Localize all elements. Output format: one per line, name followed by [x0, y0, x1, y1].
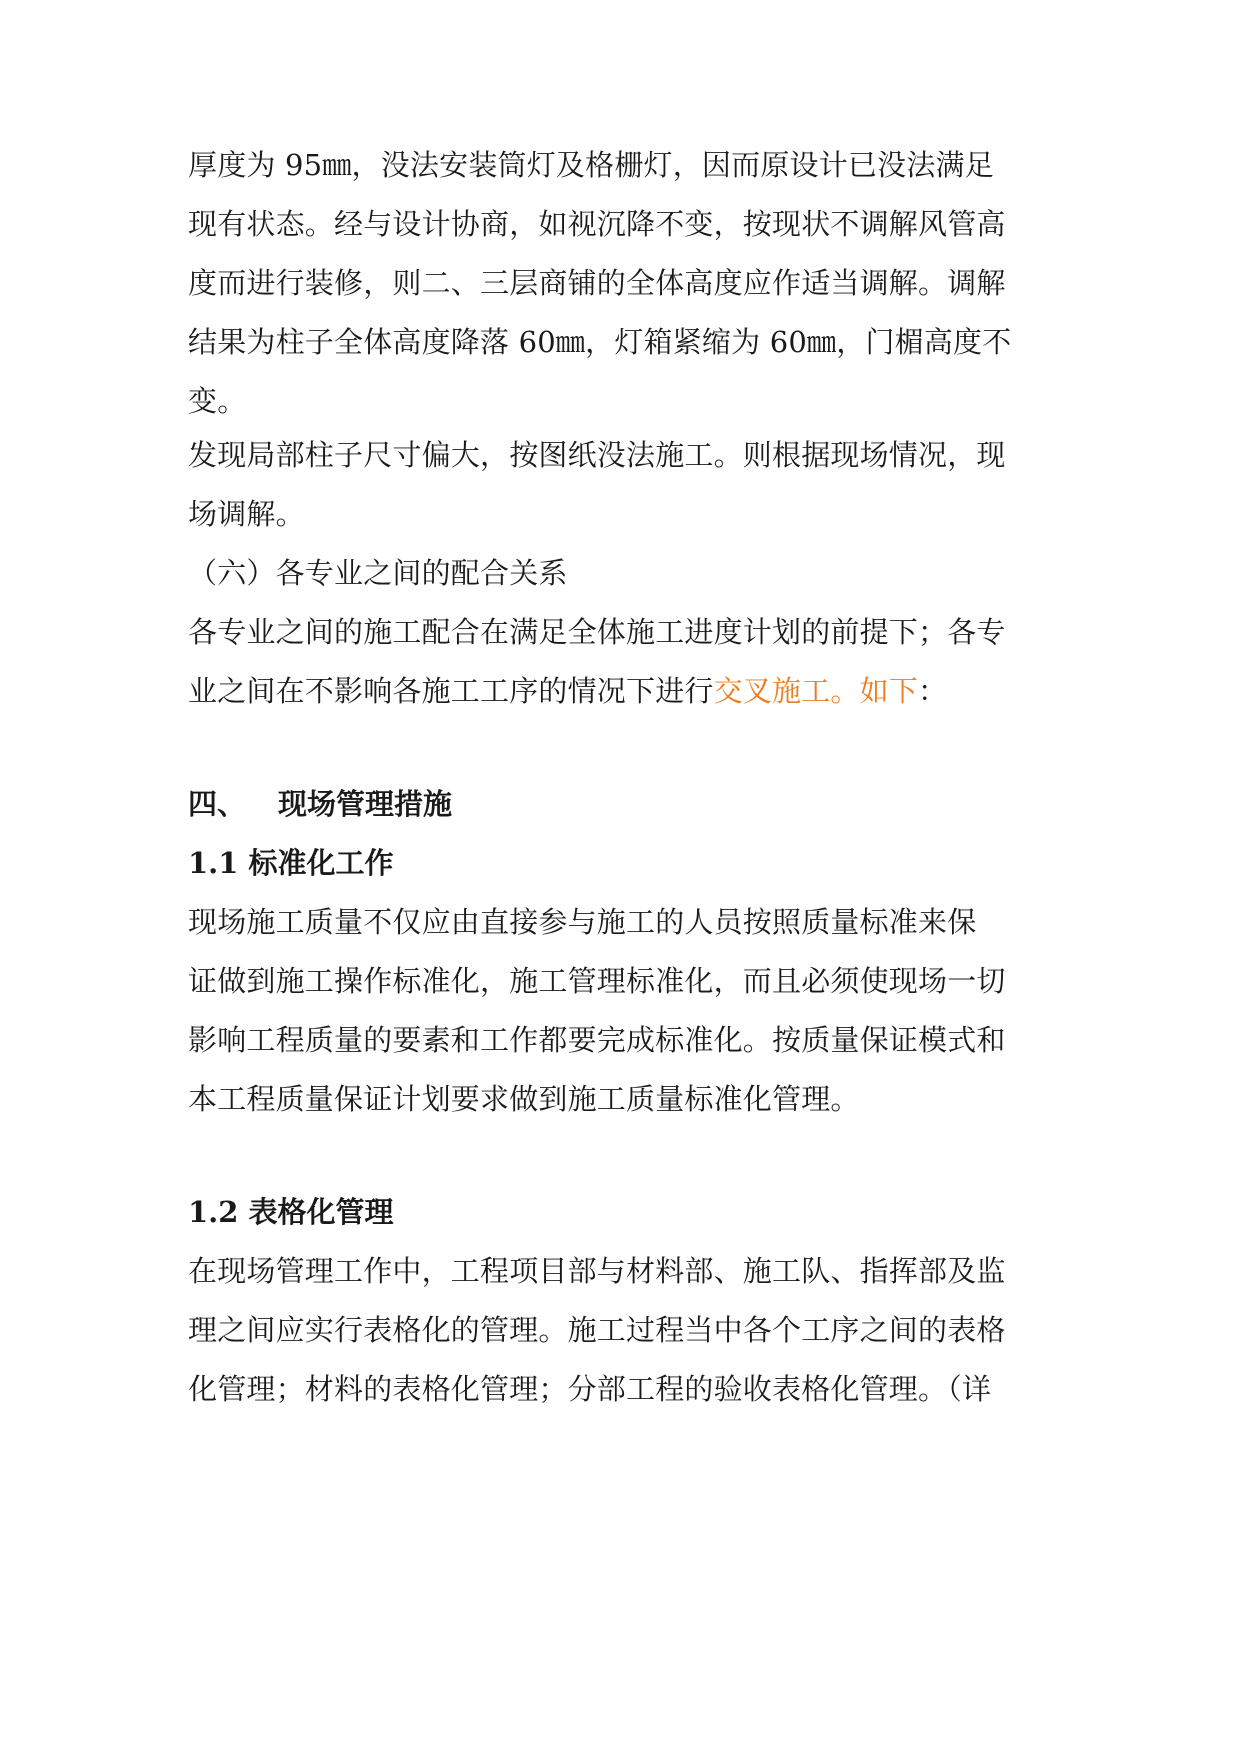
- paragraph-line: 变。: [188, 384, 247, 418]
- paragraph-line: 结果为柱子全体高度降落 60㎜，灯箱紧缩为 60㎜，门楣高度不: [188, 325, 1012, 359]
- paragraph-line: 证做到施工操作标准化，施工管理标准化，而且必须使现场一切: [188, 964, 1006, 998]
- paragraph-line: 影响工程质量的要素和工作都要完成标准化。按质量保证模式和: [188, 1023, 1006, 1057]
- subsection-title: （六）各专业之间的配合关系: [188, 556, 568, 590]
- section-heading: [188, 784, 452, 824]
- paragraph-line: 理之间应实行表格化的管理。施工过程当中各个工序之间的表格: [188, 1313, 1006, 1347]
- line-text: ：: [918, 674, 948, 708]
- paragraph-line: 化管理；材料的表格化管理；分部工程的验收表格化管理。（详: [188, 1372, 992, 1406]
- paragraph-line: 厚度为 95㎜，没法安装筒灯及格栅灯，因而原设计已没法满足: [188, 148, 994, 182]
- paragraph-line: 场调解。: [188, 497, 305, 531]
- paragraph-line: [188, 671, 1068, 711]
- subsection-heading: 1.2 表格化管理: [188, 1195, 394, 1229]
- paragraph-line: 现有状态。经与设计协商，如视沉降不变，按现状不调解风管高: [188, 207, 1006, 241]
- paragraph-line: 各专业之间的施工配合在满足全体施工进度计划的前提下；各专: [188, 615, 1006, 649]
- line-text: 业之间在不影响各施工工序的情况下进行: [188, 674, 714, 708]
- paragraph-line: 现场施工质量不仅应由直接参与施工的人员按照质量标准来保: [188, 905, 977, 939]
- section-title: 现场管理措施: [278, 787, 453, 821]
- section-number: 四、: [188, 787, 247, 821]
- paragraph-line: 本工程质量保证计划要求做到施工质量标准化管理。: [188, 1082, 860, 1116]
- subsection-heading: 1.1 标准化工作: [188, 846, 394, 880]
- paragraph-line: 在现场管理工作中，工程项目部与材料部、施工队、指挥部及监: [188, 1254, 1006, 1288]
- highlighted-text: 交叉施工。如下: [713, 674, 919, 708]
- paragraph-line: 发现局部柱子尺寸偏大，按图纸没法施工。则根据现场情况，现: [188, 438, 1006, 472]
- paragraph-line: 度而进行装修，则二、三层商铺的全体高度应作适当调解。调解: [188, 266, 1006, 300]
